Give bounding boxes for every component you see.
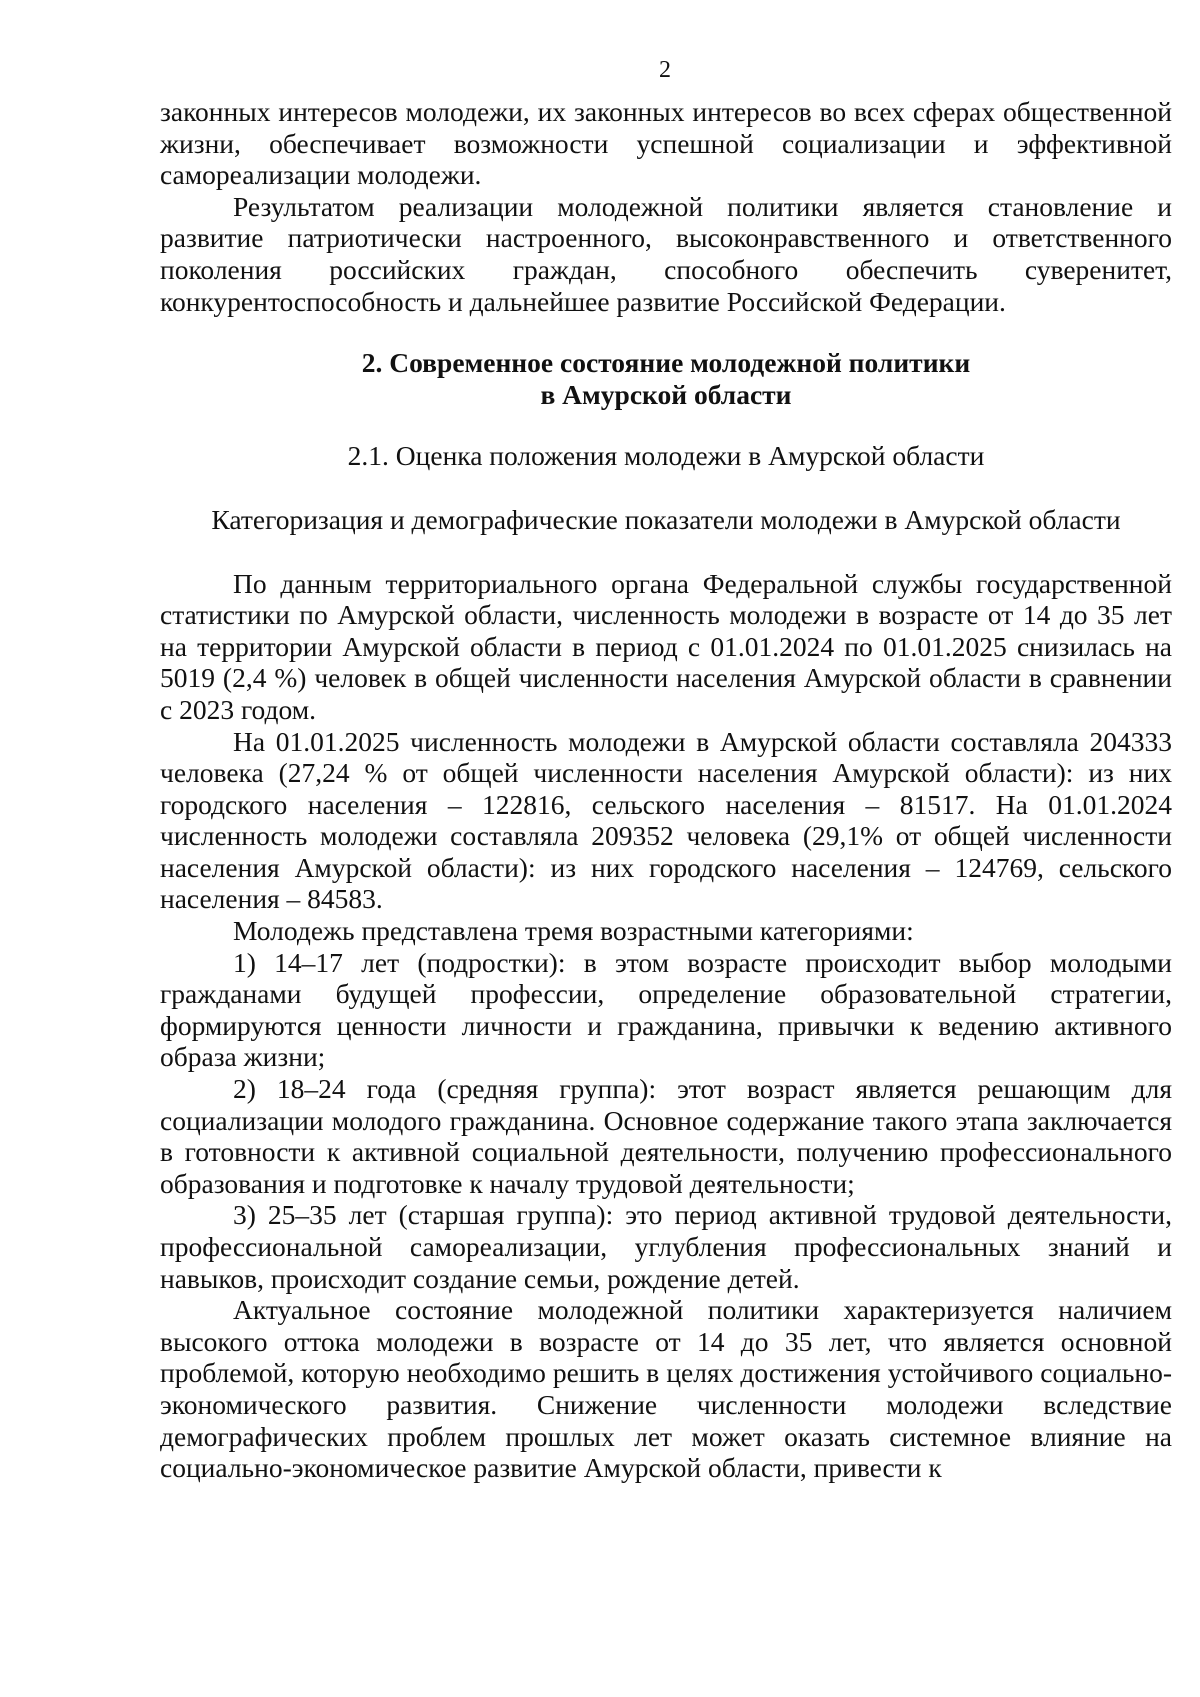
document-body xyxy=(160,96,1172,1484)
list-item-category-1: 1) 14–17 лет (подростки): в этом возрасте происходит выбор молодыми гражданами будущей профессии, определение образовательной стратегии, формируются ценности личности и гражданина, привычки к ведению активного образа жизни; xyxy=(160,946,1172,1073)
section-title-line-2: в Амурской области xyxy=(540,378,792,410)
paragraph-population: На 01.01.2025 численность молодежи в Амурской области составляла 204333 человека (27,24 % от общей численности населения Амурской области): из них городского населения – 122816, сельского населения – 81517. На 01.01.2024 численность молодежи составляла 209352 человека (29,1% от общей численности населения Амурской области): из них городского населения – 124769, сельского населения – 84583. xyxy=(160,725,1172,915)
page-number: 2 xyxy=(659,57,671,83)
subsection-title: 2.1. Оценка положения молодежи в Амурской области xyxy=(347,440,985,472)
sub-subsection-title: Категоризация и демографические показатели молодежи в Амурской области xyxy=(211,503,1121,535)
section-title xyxy=(160,347,1172,410)
paragraph-statistics: По данным территориального органа Федеральной службы государственной статистики по Амурской области, численность молодежи в возрасте от 14 до 35 лет на территории Амурской области в период с 01.01.2024 по 01.01.2025 снизилась на 5019 (2,4 %) человек в общей численности населения Амурской области в сравнении с 2023 годом. xyxy=(160,567,1172,725)
list-item-category-3: 3) 25–35 лет (старшая группа): это период активной трудовой деятельности, профессиональной самореализации, углубления профессиональных знаний и навыков, происходит создание семьи, рождение детей. xyxy=(160,1199,1172,1294)
paragraph-categories-intro: Молодежь представлена тремя возрастными категориями: xyxy=(233,915,914,947)
section-title-line-1: 2. Современное состояние молодежной политики xyxy=(361,347,971,379)
paragraph-continuation: законных интересов молодежи, их законных интересов во всех сферах общественной жизни, обеспечивает возможности успешной социализации и эффективной самореализации молодежи. xyxy=(160,96,1172,191)
paragraph-outflow: Актуальное состояние молодежной политики характеризуется наличием высокого оттока молодежи в возрасте от 14 до 35 лет, что является основной проблемой, которую необходимо решить в целях достижения устойчивого социально-экономического развития. Снижение численности молодежи вследствие демографических проблем прошлых лет может оказать системное влияние на социально-экономическое развитие Амурской области, привести к xyxy=(160,1294,1172,1484)
paragraph-result: Результатом реализации молодежной политики является становление и развитие патриотически настроенного, высоконравственного и ответственного поколения российских граждан, способного обеспечить суверенитет, конкурентоспособность и дальнейшее развитие Российской Федерации. xyxy=(160,190,1172,317)
list-item-category-2: 2) 18–24 года (средняя группа): этот возраст является решающим для социализации молодого гражданина. Основное содержание такого этапа заключается в готовности к активной социальной деятельности, получению профессионального образования и подготовке к началу трудовой деятельности; xyxy=(160,1073,1172,1199)
